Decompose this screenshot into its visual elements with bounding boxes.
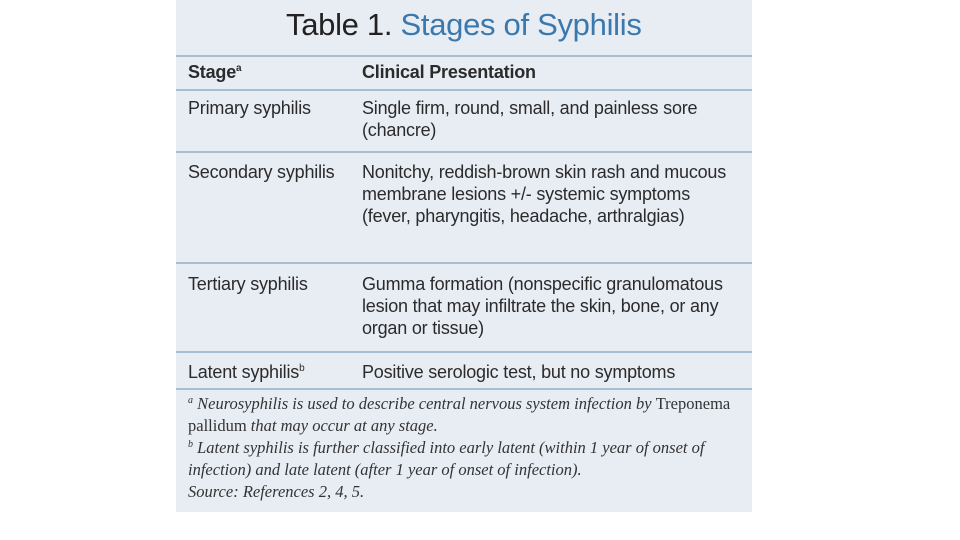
table-title-text: Stages of Syphilis (400, 7, 642, 42)
row-latent-stage: Latent syphilis$^b$ (188, 362, 305, 382)
footnotes (188, 393, 744, 503)
row-primary-stage: Primary syphilis (188, 98, 311, 118)
header-clinical-presentation: Clinical Presentation (362, 62, 536, 82)
header-stage: Stage$^a$ (188, 62, 242, 82)
table-card (176, 0, 752, 512)
row-latent-presentation: Positive serologic test, but no symptoms (362, 362, 676, 382)
footnote-source: Source: References 2, 4, 5. (188, 482, 365, 501)
table-bottom-rule (176, 388, 752, 390)
row-secondary-presentation: Nonitchy, reddish-brown skin rash and mucous membrane lesions +/- systemic symptoms (fever, pharyngitis, headache, arthralgias) (362, 162, 727, 226)
table-number: Table 1. (286, 7, 393, 42)
row-divider (176, 262, 752, 264)
header-bottom-rule (176, 89, 752, 91)
row-divider (176, 351, 752, 353)
row-divider (176, 151, 752, 153)
row-latent-footnote-marker: b (299, 363, 305, 374)
header-top-rule (176, 55, 752, 57)
header-stage-footnote-marker: a (236, 63, 242, 74)
footnote-a: $^a$ Neurosyphilis is used to describe central nervous system infection by Treponema pallidum that may occur at any stage. (188, 394, 731, 435)
row-primary-presentation: Single firm, round, small, and painless sore (chancre) (362, 98, 698, 140)
row-tertiary-presentation: Gumma formation (nonspecific granulomatous lesion that may infiltrate the skin, bone, or any organ or tissue) (362, 274, 723, 338)
row-tertiary-stage: Tertiary syphilis (188, 274, 308, 294)
table-title (286, 5, 642, 45)
footnote-b: $^b$ Latent syphilis is further classified into early latent (within 1 year of onset of infection) and late latent (after 1 year of onset of infection). (188, 438, 705, 479)
row-secondary-stage: Secondary syphilis (188, 162, 335, 182)
